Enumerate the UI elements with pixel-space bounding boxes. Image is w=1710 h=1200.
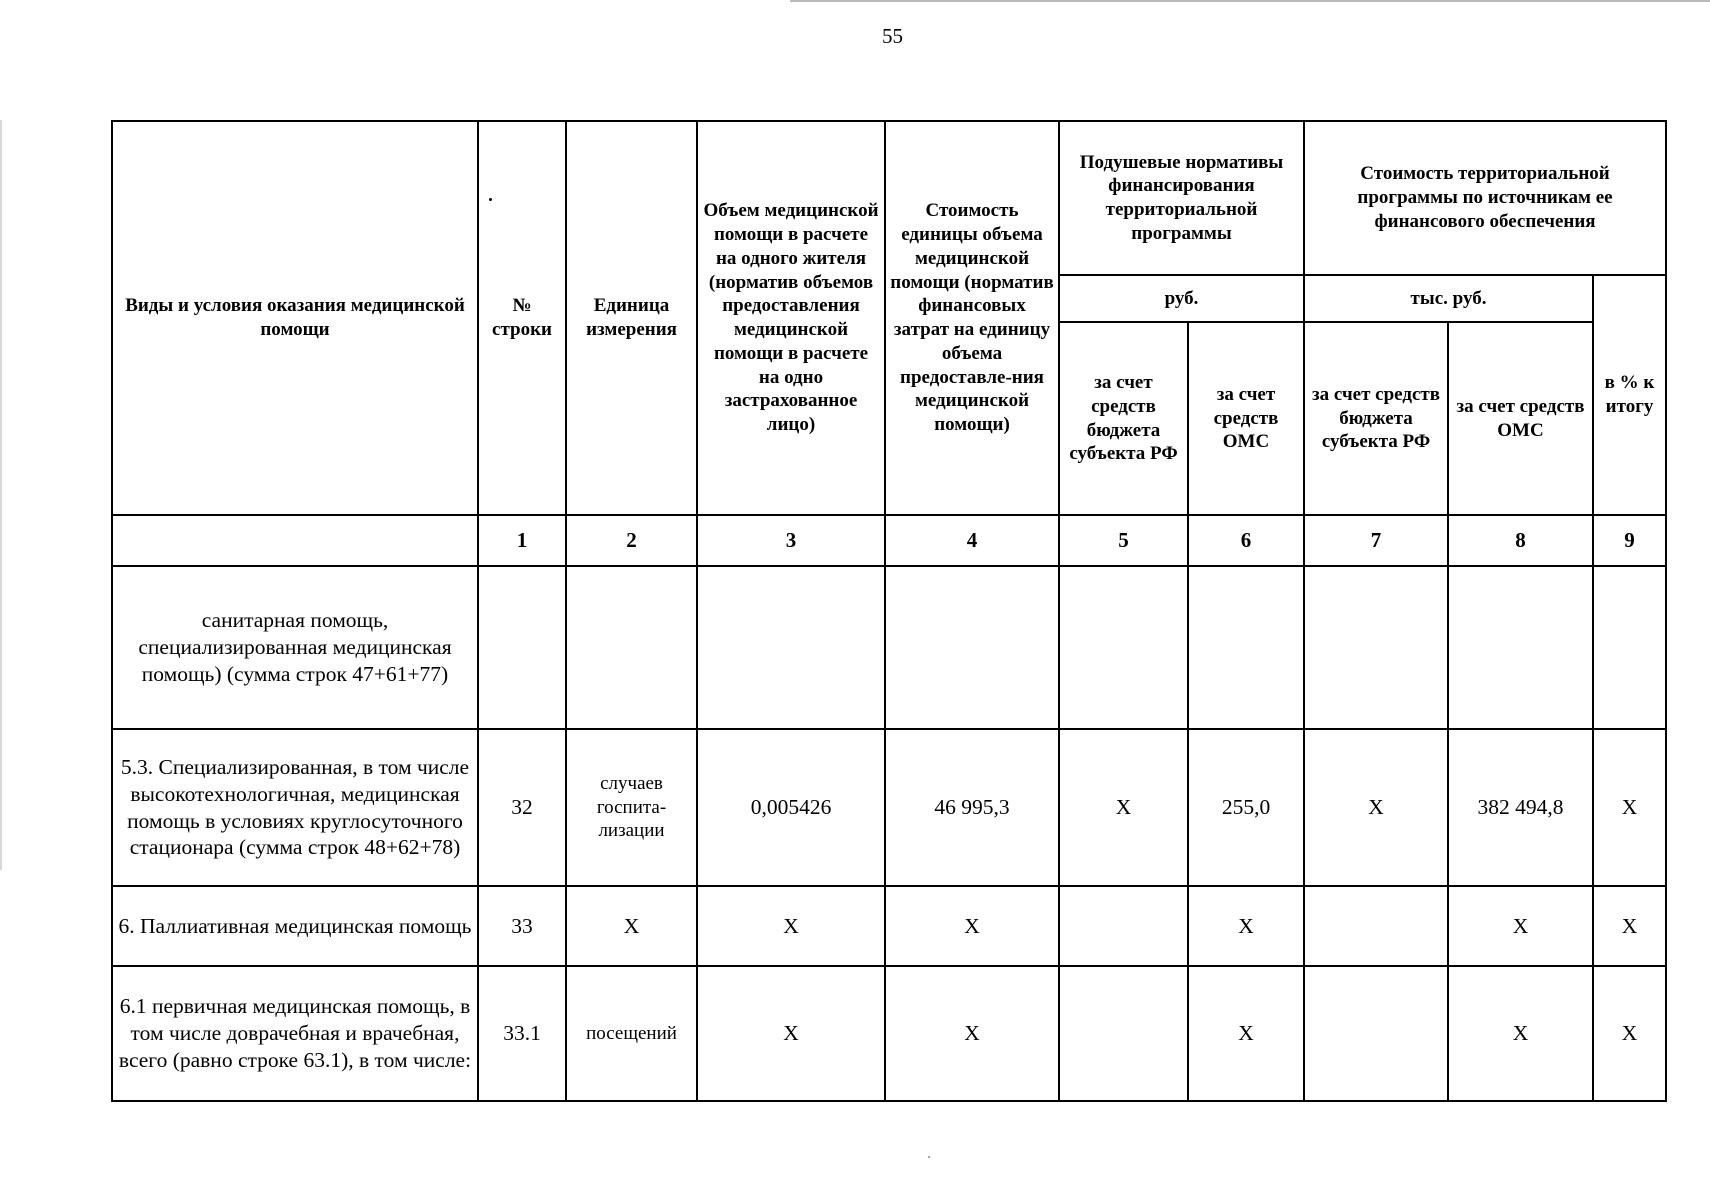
column-number-cell: 2 [566,515,697,566]
row-col6: X [1188,966,1304,1101]
column-number-cell: 3 [697,515,885,566]
column-number-cell: 7 [1304,515,1448,566]
column-number-cell: 9 [1593,515,1666,566]
row-col7 [1304,886,1448,966]
scan-margin-mark [0,120,2,870]
row-volume: 0,005426 [697,729,885,886]
table-row [112,886,1666,966]
row-unit-cost: X [885,886,1059,966]
column-number-cell: 5 [1059,515,1188,566]
row-col8 [1448,566,1593,729]
row-unit: случаев госпита-лизации [566,729,697,886]
page-number: 55 [882,24,903,48]
row-unit-cost: 46 995,3 [885,729,1059,886]
row-number [478,566,566,729]
header-unit-cost: Стоимость единицы объема медицинской помощи (норматив финансовых затрат на единицу объема предоставле-ния медицинской помощи) [885,121,1059,515]
row-col5 [1059,966,1188,1101]
row-name: санитарная помощь, специализированная медицинская помощь) (сумма строк 47+61+77) [112,566,478,729]
row-unit [566,566,697,729]
row-unit: X [566,886,697,966]
row-col8: X [1448,966,1593,1101]
scan-edge-line [790,0,1710,2]
table-row [112,966,1666,1101]
row-volume [697,566,885,729]
row-volume: X [697,966,885,1101]
scan-speck [928,1156,930,1158]
header-types-of-care: Виды и условия оказания медицинской помощи [112,121,478,515]
row-col6: X [1188,886,1304,966]
row-name: 6. Паллиативная медицинская помощь [112,886,478,966]
row-col6 [1188,566,1304,729]
financing-table [111,120,1667,1102]
row-col8: X [1448,886,1593,966]
table-row [112,566,1666,729]
header-program-cost-group: Стоимость территориальной программы по источникам ее финансового обеспечения [1304,121,1666,275]
header-unit-rub: руб. [1059,275,1304,322]
header-unit-thousand-rub: тыс. руб. [1304,275,1593,322]
row-col5 [1059,886,1188,966]
header-budget-rub: за счет средств бюджета субъекта РФ [1059,322,1188,515]
header-oms-thousand: за счет средств ОМС [1448,322,1593,515]
row-col5 [1059,566,1188,729]
row-col9: X [1593,886,1666,966]
row-col9: X [1593,729,1666,886]
header-row-number: № строки [478,121,566,515]
header-percapita-group: Подушевые нормативы финансирования территориальной программы [1059,121,1304,275]
row-col5: X [1059,729,1188,886]
row-col9: X [1593,966,1666,1101]
row-col7 [1304,566,1448,729]
header-oms-rub: за счет средств ОМС [1188,322,1304,515]
header-volume: Объем медицинской помощи в расчете на одного жителя (норматив объемов предоставления медицинской помощи в расчете на одно застрахованное лицо) [697,121,885,515]
row-name: 6.1 первичная медицинская помощь, в том числе доврачебная и врачебная, всего (равно строке 63.1), в том числе: [112,966,478,1101]
row-number: 32 [478,729,566,886]
row-volume: X [697,886,885,966]
row-number: 33 [478,886,566,966]
column-number-cell: 4 [885,515,1059,566]
row-col7 [1304,966,1448,1101]
row-unit-cost [885,566,1059,729]
row-col9 [1593,566,1666,729]
column-numbers-row [112,515,1666,566]
column-number-cell [112,515,478,566]
row-col6: 255,0 [1188,729,1304,886]
table-row [112,729,1666,886]
column-number-cell: 8 [1448,515,1593,566]
row-unit-cost: X [885,966,1059,1101]
row-number: 33.1 [478,966,566,1101]
row-col7: X [1304,729,1448,886]
header-percent-of-total: в % к итогу [1593,275,1666,515]
column-number-cell: 1 [478,515,566,566]
row-name: 5.3. Специализированная, в том числе высокотехнологичная, медицинская помощь в условиях круглосуточного стационара (сумма строк 48+62+78) [112,729,478,886]
header-row-1 [112,121,1666,275]
header-budget-thousand: за счет средств бюджета субъекта РФ [1304,322,1448,515]
header-unit: Единица измерения [566,121,697,515]
column-number-cell: 6 [1188,515,1304,566]
row-unit: посещений [566,966,697,1101]
row-col8: 382 494,8 [1448,729,1593,886]
